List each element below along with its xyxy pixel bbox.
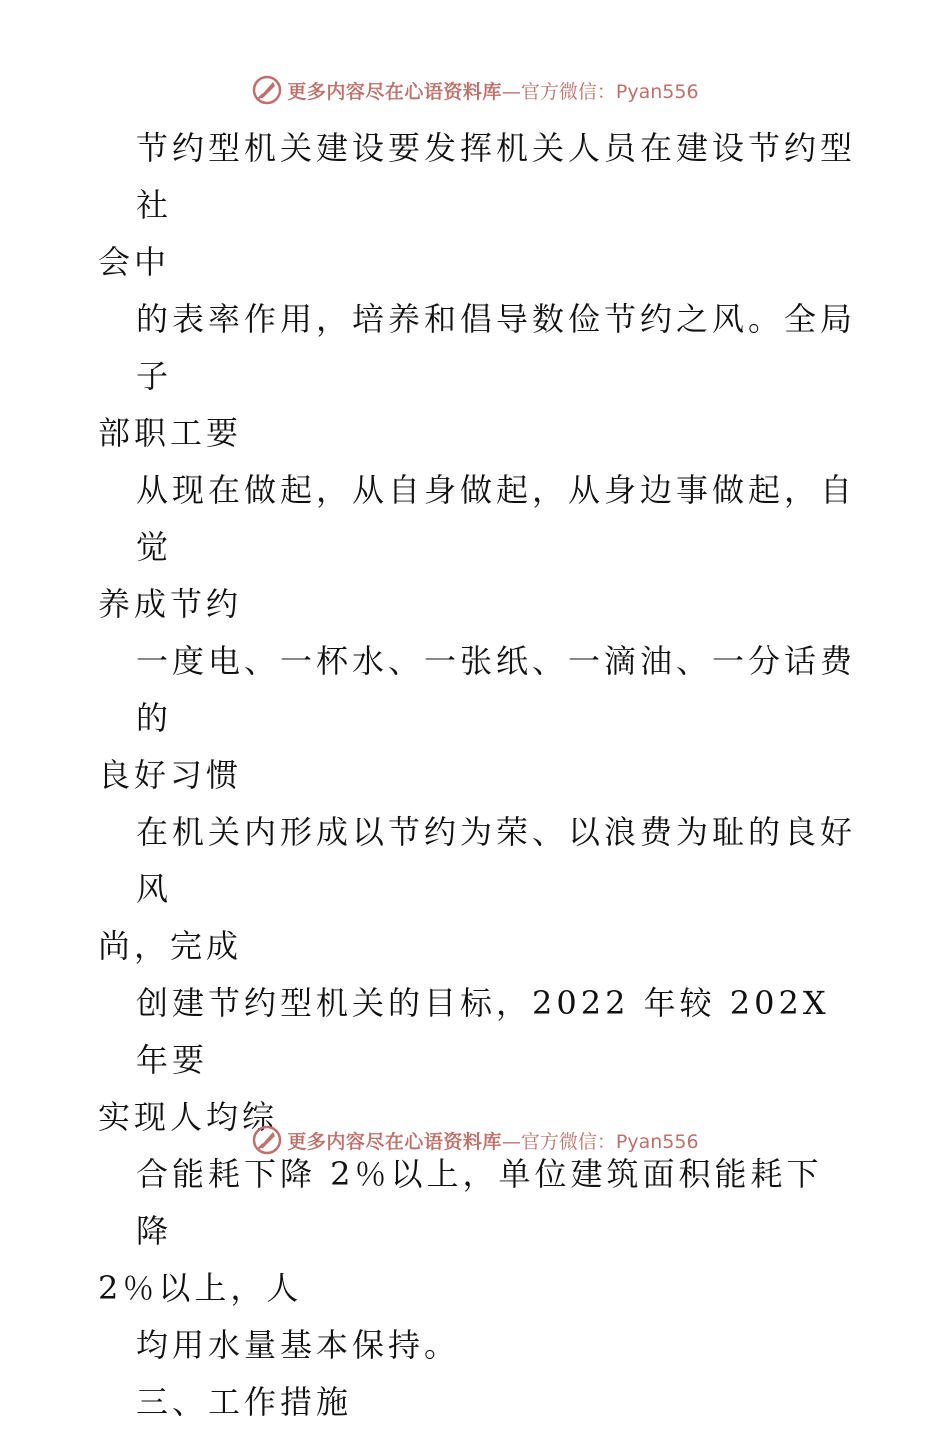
feather-quill-icon xyxy=(251,1124,283,1156)
footer-watermark-banner xyxy=(0,1120,950,1160)
text-line: 节约型机关建设要发挥机关人员在建设节约型社 xyxy=(136,129,857,224)
text-line: 部职工要 xyxy=(98,414,243,452)
banner-sub-text: —官方微信：Pyan556 xyxy=(501,1130,699,1153)
text-line: 的表率作用，培养和倡导数俭节约之风。全局子 xyxy=(136,300,857,395)
banner-main-text: 更多内容尽在心语资料库 xyxy=(287,80,502,103)
feather-quill-icon xyxy=(251,74,283,106)
text-line: 尚，完成 xyxy=(98,927,243,965)
text-line: 均用水量基本保持。 xyxy=(136,1326,461,1364)
banner-main-text: 更多内容尽在心语资料库 xyxy=(287,1130,502,1153)
text-line: 一度电、一杯水、一张纸、一滴油、一分话费的 xyxy=(136,642,857,737)
section-heading: 三、工作措施 xyxy=(136,1383,353,1421)
text-line: 实现人均综 xyxy=(98,1098,279,1136)
text-line: 会中 xyxy=(98,243,171,281)
text-line: 良好习惯 xyxy=(98,756,243,794)
banner-sub-text: —官方微信：Pyan556 xyxy=(501,80,699,103)
text-line: 从现在做起，从自身做起，从身边事做起，自觉 xyxy=(136,471,857,566)
text-line: 养成节约 xyxy=(98,585,243,623)
text-line: 在机关内形成以节约为荣、以浪费为耻的良好风 xyxy=(136,813,857,908)
text-line: 2％以上，人 xyxy=(98,1269,303,1307)
text-line: 创建节约型机关的目标，2022 年较 202X 年要 xyxy=(136,984,830,1079)
header-watermark-banner xyxy=(0,70,950,110)
text-line: 合能耗下降 2％以上，单位建筑面积能耗下降 xyxy=(136,1155,823,1250)
document-body xyxy=(98,120,858,1431)
